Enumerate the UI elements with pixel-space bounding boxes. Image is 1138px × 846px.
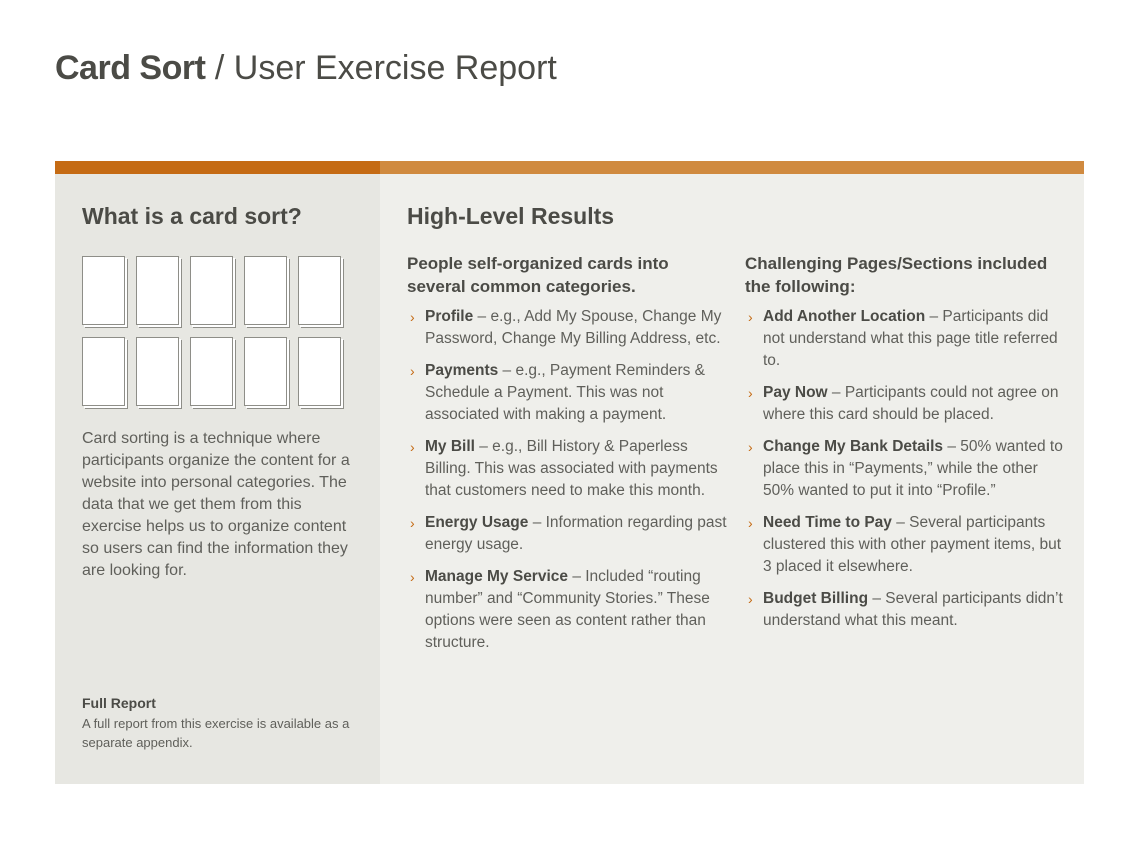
list-item-text: – Participants could not agree on where this card should be placed.: [763, 384, 1059, 423]
card-shape: [298, 256, 341, 325]
list-item-text: – Participants did not understand what this page title referred to.: [763, 308, 1058, 369]
list-item: [407, 566, 727, 654]
card-shape: [136, 256, 179, 325]
chevron-right-icon: ›: [748, 515, 753, 531]
card-shape: [244, 337, 287, 406]
page-title: [55, 48, 557, 88]
card-shape: [190, 337, 233, 406]
card-shape: [190, 256, 233, 325]
challenging-list: [745, 306, 1070, 632]
list-item: [407, 306, 727, 350]
list-item-term: Add Another Location: [763, 308, 926, 325]
chevron-right-icon: ›: [410, 439, 415, 455]
chevron-right-icon: ›: [410, 515, 415, 531]
categories-list: [407, 306, 727, 654]
chevron-right-icon: ›: [410, 569, 415, 585]
list-item-term: My Bill: [425, 438, 475, 455]
full-report-title: Full Report: [82, 695, 156, 711]
card-shape: [298, 337, 341, 406]
list-item-text: – e.g., Bill History & Paperless Billing. This was associated with payments that customers need to make this month.: [425, 438, 718, 499]
chevron-right-icon: ›: [410, 363, 415, 379]
accent-bar-right: [380, 161, 1084, 174]
list-item: [407, 512, 727, 556]
list-item-text: – Included “routing number” and “Community Stories.” These options were seen as content rather than structure.: [425, 568, 710, 651]
accent-bar-left: [55, 161, 380, 174]
card-shape: [82, 337, 125, 406]
full-report-note: A full report from this exercise is available as a separate appendix.: [82, 716, 350, 750]
chevron-right-icon: ›: [410, 309, 415, 325]
categories-heading: People self-organized cards into several common categories.: [407, 254, 669, 296]
chevron-right-icon: ›: [748, 309, 753, 325]
page-title-bold: Card Sort: [55, 49, 206, 87]
card-sort-description: Card sorting is a technique where participants organize the content for a website into personal categories. The data that we get them from this exercise helps us to organize content so users can find the information they are looking for.: [82, 430, 350, 579]
list-item-text: – Information regarding past energy usage.: [425, 514, 727, 553]
list-item-text: – 50% wanted to place this in “Payments,” while the other 50% wanted to put it into “Profile.”: [763, 438, 1063, 499]
list-item-term: Energy Usage: [425, 514, 529, 531]
list-item: [745, 306, 1070, 372]
list-item: [745, 512, 1070, 578]
list-item-term: Budget Billing: [763, 590, 869, 607]
high-level-results-heading: High-Level Results: [407, 203, 615, 229]
chevron-right-icon: ›: [748, 385, 753, 401]
what-is-card-sort-heading: What is a card sort?: [82, 203, 302, 229]
list-item-text: – Several participants didn’t understand what this meant.: [763, 590, 1063, 629]
list-item: [745, 382, 1070, 426]
list-item-text: – e.g., Add My Spouse, Change My Password, Change My Billing Address, etc.: [425, 308, 722, 347]
list-item-term: Profile: [425, 308, 474, 325]
challenging-column: [745, 252, 1070, 642]
list-item: [745, 588, 1070, 632]
list-item-term: Payments: [425, 362, 499, 379]
card-shape: [244, 256, 287, 325]
list-item-term: Manage My Service: [425, 568, 569, 585]
list-item-text: – Several participants clustered this with other payment items, but 3 placed it elsewhere.: [763, 514, 1062, 575]
page-title-rest: / User Exercise Report: [205, 49, 557, 87]
list-item-term: Change My Bank Details: [763, 438, 944, 455]
list-item-text: – e.g., Payment Reminders & Schedule a Payment. This was not associated with making a payment.: [425, 362, 705, 423]
card-sort-info-panel: [55, 161, 380, 784]
list-item: [745, 436, 1070, 502]
categories-column: [407, 252, 727, 664]
card-stack-icon: [82, 256, 352, 411]
list-item-term: Pay Now: [763, 384, 828, 401]
challenging-heading: Challenging Pages/Sections included the following:: [745, 254, 1048, 296]
results-panel: [380, 161, 1084, 784]
list-item: [407, 436, 727, 502]
list-item: [407, 360, 727, 426]
list-item-term: Need Time to Pay: [763, 514, 892, 531]
card-shape: [82, 256, 125, 325]
chevron-right-icon: ›: [748, 591, 753, 607]
card-shape: [136, 337, 179, 406]
chevron-right-icon: ›: [748, 439, 753, 455]
